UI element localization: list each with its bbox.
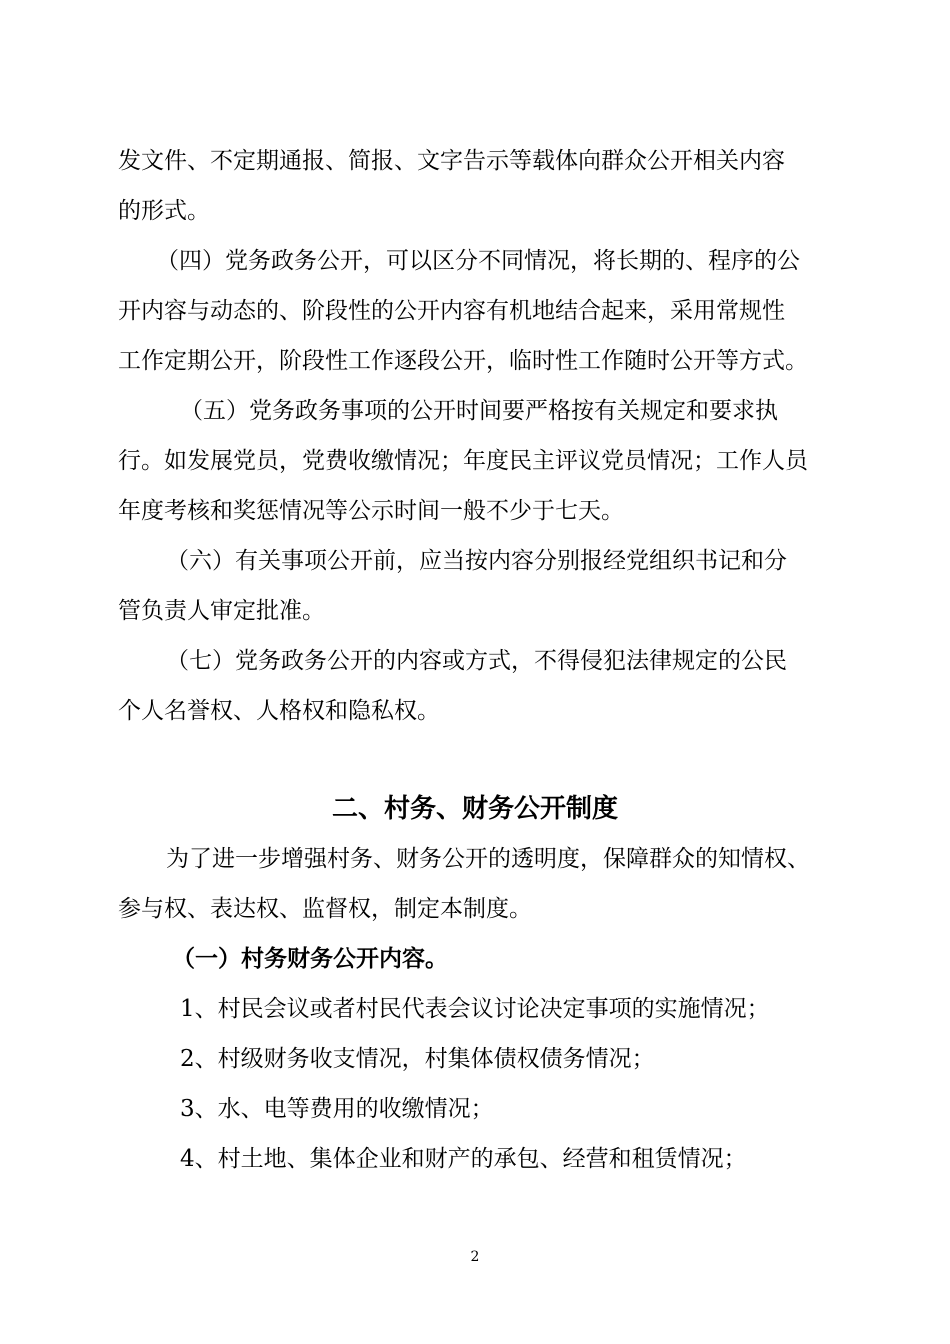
paragraph-line: 个人名誉权、人格权和隐私权。 (118, 698, 440, 724)
paragraph-line: 管负责人审定批准。 (118, 598, 325, 624)
section-heading: 二、村务、财务公开制度 (331, 794, 618, 824)
paragraph-line: 的形式。 (118, 198, 210, 224)
paragraph-line: 发文件、不定期通报、简报、文字告示等载体向群众公开相关内容 (118, 148, 785, 174)
paragraph-line: 参与权、表达权、监督权，制定本制度。 (118, 896, 532, 922)
paragraph-line: 年度考核和奖惩情况等公示时间一般不少于七天。 (118, 498, 624, 524)
list-item: 3、水、电等费用的收缴情况； (180, 1096, 494, 1122)
paragraph-line: （四）党务政务公开，可以区分不同情况，将长期的、程序的公 (156, 248, 800, 274)
list-item: 2、村级财务收支情况，村集体债权债务情况； (180, 1046, 655, 1072)
subheading: （一）村务财务公开内容。 (172, 946, 448, 972)
paragraph-line: 工作定期公开，阶段性工作逐段公开，临时性工作随时公开等方式。 (118, 348, 808, 374)
paragraph-line: 为了进一步增强村务、财务公开的透明度，保障群众的知情权、 (166, 846, 810, 872)
paragraph-line: （五）党务政务事项的公开时间要严格按有关规定和要求执 (180, 398, 778, 424)
paragraph-line: （七）党务政务公开的内容或方式，不得侵犯法律规定的公民 (166, 648, 787, 674)
paragraph-line: 行。如发展党员，党费收缴情况；年度民主评议党员情况；工作人员 (118, 448, 808, 474)
list-item: 4、村土地、集体企业和财产的承包、经营和租赁情况； (180, 1146, 747, 1172)
page-number: 2 (470, 1249, 480, 1265)
paragraph-line: （六）有关事项公开前，应当按内容分别报经党组织书记和分 (166, 548, 787, 574)
list-item: 1、村民会议或者村民代表会议讨论决定事项的实施情况； (180, 996, 770, 1022)
paragraph-line: 开内容与动态的、阶段性的公开内容有机地结合起来，采用常规性 (118, 298, 785, 324)
